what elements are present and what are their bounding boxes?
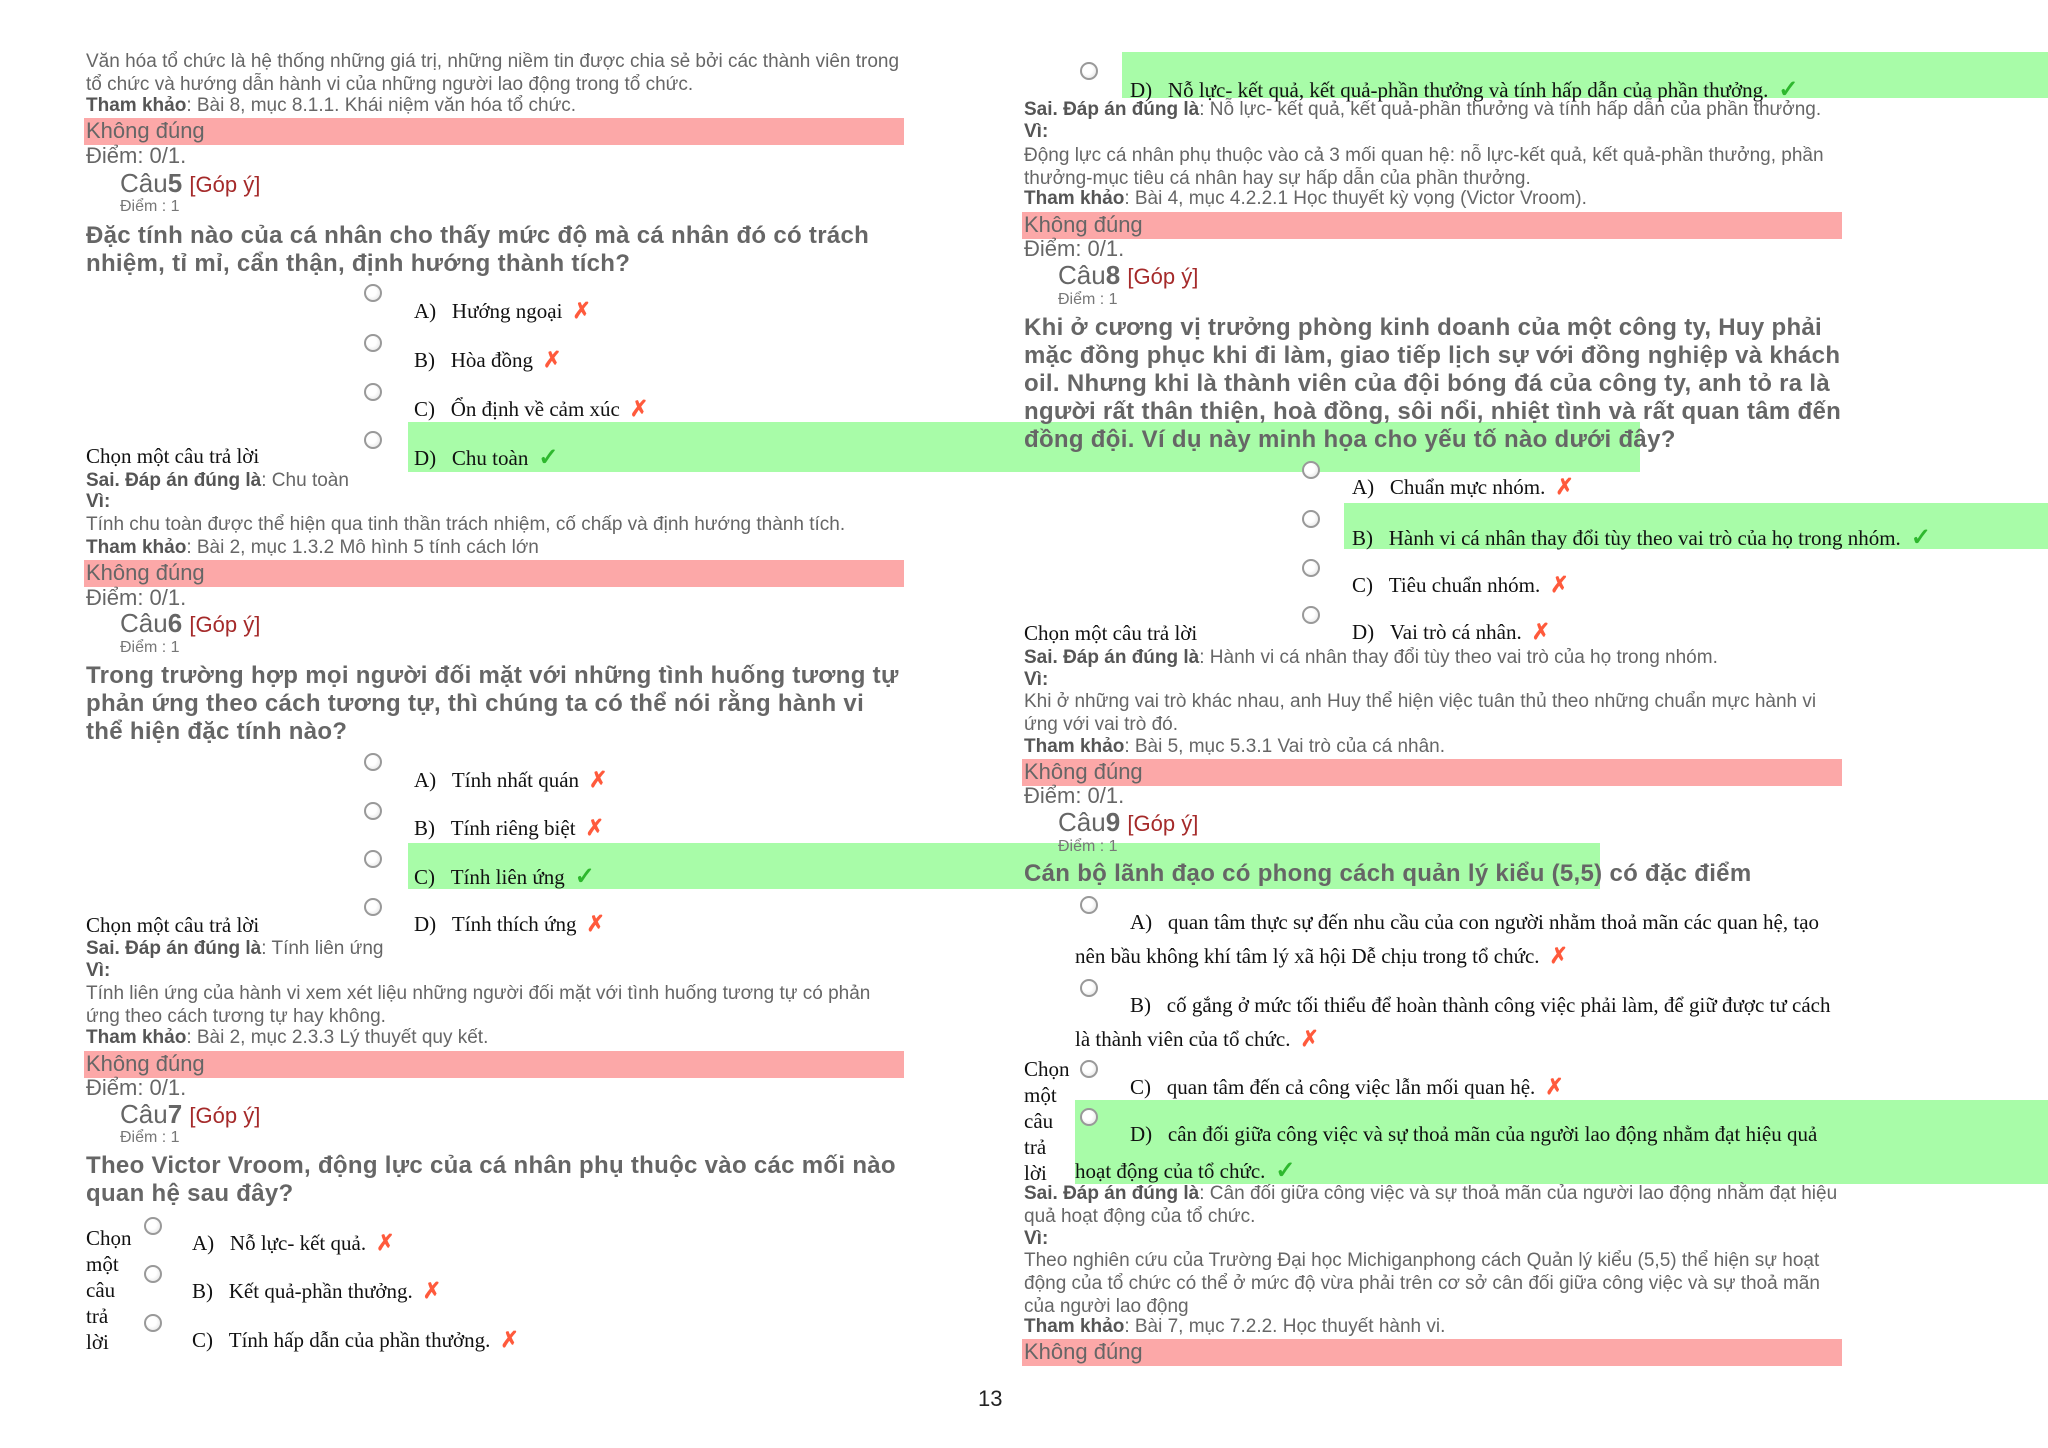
choose-one-answer: [1024, 1056, 1070, 1186]
q8-reference: [1024, 736, 1445, 758]
q9-reference: [1024, 1316, 1445, 1338]
choose-word: trả: [86, 1304, 109, 1328]
question-number: 8: [1105, 260, 1121, 290]
option-label: A) Chuẩn mực nhóm.: [1352, 475, 1546, 499]
radio-q8-a[interactable]: [1302, 461, 1320, 479]
score: Điểm: 0/1.: [1024, 783, 1125, 808]
option-q6-a[interactable]: [414, 767, 607, 793]
correct-mark-icon: ✓: [1275, 1158, 1296, 1184]
question-label: Câu: [1058, 260, 1106, 290]
radio-q7-b[interactable]: [144, 1265, 162, 1283]
question-number: 7: [167, 1099, 183, 1129]
option-label: B) Hòa đồng: [414, 348, 533, 372]
question-8-points: Điểm : 1: [1058, 291, 1118, 308]
page-number: 13: [978, 1386, 1003, 1411]
option-q5-d[interactable]: [414, 443, 558, 472]
radio-q5-d[interactable]: [364, 431, 382, 449]
question-number: 6: [167, 608, 183, 638]
reference-label: Tham khảo: [1024, 1316, 1125, 1337]
incorrect-label: Không đúng: [86, 118, 205, 143]
radio-q8-c[interactable]: [1302, 559, 1320, 577]
answer-text: : Tính liên ứng: [261, 938, 384, 959]
score: Điểm: 0/1.: [86, 585, 187, 610]
option-label: B) cố gắng ở mức tối thiểu để hoàn thành công việc phải làm, để giữ được tư cách: [1130, 993, 1831, 1017]
incorrect-label: Không đúng: [86, 560, 205, 585]
option-q8-d[interactable]: [1352, 619, 1550, 645]
radio-q5-c[interactable]: [364, 383, 382, 401]
option-label: nên bầu không khí tâm lý xã hội Dễ chịu trong tổ chức.: [1075, 944, 1540, 968]
reference-label: Tham khảo: [86, 537, 187, 558]
q5-correct-answer: [86, 470, 349, 492]
wrong-mark-icon: ✗: [589, 767, 608, 792]
q5-reference: [86, 537, 539, 559]
option-q6-c[interactable]: [414, 862, 595, 891]
q6-reference: [86, 1027, 488, 1049]
answer-text: : Nỗ lực- kết quả, kết quả-phần thưởng và tính hấp dẫn của phần thưởng.: [1199, 99, 1822, 120]
option-label: A) Nỗ lực- kết quả.: [192, 1231, 367, 1255]
question-6-text: Trong trường hợp mọi người đối mặt với những tình huống tương tự phản ứng theo cách tương tự, thì chúng ta có thể nói rằng hành vi thể hiện đặc tính nào?: [86, 662, 899, 745]
option-q9-c[interactable]: [1130, 1074, 1564, 1100]
choose-word: một: [1024, 1083, 1057, 1107]
wrong-mark-icon: ✗: [572, 298, 591, 323]
radio-q5-a[interactable]: [364, 284, 382, 302]
incorrect-bar: [1022, 1339, 1842, 1366]
answer-text: : Cân đối giữa công việc và sự thoả mãn của người lao động nhằm đạt hiệu quả hoạt động của tổ chức.: [1024, 1183, 1838, 1227]
option-q5-a[interactable]: [414, 298, 591, 324]
q8-correct-answer: [1024, 647, 1718, 669]
radio-q9-a[interactable]: [1080, 896, 1098, 914]
option-q8-b[interactable]: [1352, 523, 1931, 552]
wrong-mark-icon: ✗: [543, 347, 562, 372]
incorrect-label: Không đúng: [1024, 1339, 1143, 1364]
incorrect-bar: [84, 118, 904, 145]
question-7-text: Theo Victor Vroom, động lực của cá nhân phụ thuộc vào các mối nào quan hệ sau đây?: [86, 1152, 896, 1207]
option-q9-d[interactable]: [1130, 1122, 1817, 1147]
reason-label: Vì: [1024, 121, 1042, 142]
option-label: D) Vai trò cá nhân.: [1352, 620, 1522, 644]
q5-reason-label: Vì:: [86, 491, 111, 512]
question-9-number: [1058, 807, 1198, 838]
choose-word: một: [86, 1252, 119, 1276]
choose-word: câu: [86, 1278, 116, 1302]
wrong-answer-label: Sai. Đáp án đúng là: [1024, 1183, 1200, 1204]
wrong-mark-icon: ✗: [422, 1278, 442, 1303]
question-9-points: Điểm : 1: [1058, 838, 1118, 855]
question-5-points: Điểm : 1: [120, 198, 180, 215]
wrong-mark-icon: ✗: [1545, 1074, 1564, 1099]
reference-label: Tham khảo: [1024, 736, 1125, 757]
wrong-mark-icon: ✗: [1531, 619, 1551, 644]
radio-q6-b[interactable]: [364, 802, 382, 820]
option-label: C) Tiêu chuẩn nhóm.: [1352, 573, 1541, 597]
option-q5-c[interactable]: [414, 396, 648, 422]
question-5-text: Đặc tính nào của cá nhân cho thấy mức độ mà cá nhân đó có trách nhiệm, tỉ mỉ, cẩn thận, định hướng thành tích?: [86, 222, 870, 277]
answer-text: : Hành vi cá nhân thay đổi tùy theo vai trò của họ trong nhóm.: [1199, 647, 1718, 668]
option-label: là thành viên của tổ chức.: [1075, 1027, 1291, 1051]
reason-label: Vì: [86, 491, 104, 512]
question-number: 5: [167, 168, 183, 198]
radio-q8-b[interactable]: [1302, 510, 1320, 528]
option-q7-c[interactable]: [192, 1327, 519, 1353]
reference-text: : Bài 7, mục 7.2.2. Học thuyết hành vi.: [1124, 1316, 1446, 1337]
score: Điểm: 0/1.: [1024, 236, 1125, 261]
answer-text: : Chu toàn: [261, 470, 349, 491]
wrong-mark-icon: ✗: [1550, 572, 1569, 597]
q7-reason-label: Vì:: [1024, 121, 1049, 142]
score: Điểm: 0/1.: [86, 143, 187, 168]
option-label: A) quan tâm thực sự đến nhu cầu của con người nhằm thoả mãn các quan hệ, tạo: [1130, 910, 1820, 934]
reason-label: Vì: [1024, 1228, 1042, 1249]
option-label: B) Tính riêng biệt: [414, 816, 576, 840]
option-label: A) Hướng ngoại: [414, 299, 563, 323]
question-label: Câu: [1058, 807, 1106, 837]
choose-one-answer: Chọn một câu trả lời: [1024, 621, 1198, 645]
q7-correct-answer: [1024, 99, 1821, 121]
wrong-mark-icon: ✗: [1555, 474, 1574, 499]
feedback-link[interactable]: [Góp ý]: [189, 1103, 261, 1128]
correct-mark-icon: ✓: [1778, 77, 1799, 103]
incorrect-bar: [1022, 212, 1842, 239]
feedback-link[interactable]: [Góp ý]: [1127, 811, 1199, 836]
choose-word: lời: [1024, 1161, 1047, 1185]
choose-word: Chọn: [1024, 1057, 1070, 1081]
wrong-answer-label: Sai. Đáp án đúng là: [86, 470, 262, 491]
option-label: hoạt động của tổ chức.: [1075, 1159, 1266, 1183]
question-label: Câu: [120, 608, 168, 638]
q6-correct-answer: [86, 938, 383, 960]
option-label: A) Tính nhất quán: [414, 768, 580, 792]
wrong-mark-icon: ✗: [1300, 1026, 1319, 1051]
radio-q6-a[interactable]: [364, 753, 382, 771]
option-label: D) Tính thích ứng: [414, 912, 577, 936]
question-label: Câu: [120, 168, 168, 198]
reference-text: : Bài 5, mục 5.3.1 Vai trò của cá nhân.: [1124, 736, 1446, 757]
radio-q7-a[interactable]: [144, 1217, 162, 1235]
reference-label: Tham khảo: [86, 1027, 187, 1048]
question-7-number: [120, 1099, 260, 1130]
reason-label: Vì: [1024, 669, 1042, 690]
question-8-text: Khi ở cương vị trưởng phòng kinh doanh của một công ty, Huy phải mặc đồng phục khi đi làm, giao tiếp lịch sự với đồng nghiệp và khách oil. Nhưng khi là thành viên của đội bóng đá của công ty, anh tỏ ra là người rất thân thiện, hoà đồng, sôi nổi, nhiệt tình và rất quan tâm đến đồng đội. Ví dụ này minh họa cho yếu tố nào dưới đây?: [1024, 314, 1842, 453]
question-6-number: [120, 608, 260, 639]
question-8-number: [1058, 260, 1198, 291]
option-label: B) Hành vi cá nhân thay đổi tùy theo vai trò của họ trong nhóm.: [1352, 526, 1901, 550]
wrong-answer-label: Sai. Đáp án đúng là: [1024, 647, 1200, 668]
reference-text: : Bài 8, mục 8.1.1. Khái niệm văn hóa tổ chức.: [186, 95, 577, 116]
radio-q6-d[interactable]: [364, 898, 382, 916]
choose-one-answer: Chọn một câu trả lời: [86, 913, 260, 937]
q8-reason-label: Vì:: [1024, 669, 1049, 690]
feedback-link[interactable]: [Góp ý]: [189, 172, 261, 197]
option-q5-b[interactable]: [414, 347, 561, 373]
choose-one-answer: Chọn một câu trả lời: [86, 444, 260, 468]
option-q9-a-cont[interactable]: [1075, 943, 1568, 969]
choose-word: câu: [1024, 1109, 1054, 1133]
option-label: D) Chu toàn: [414, 446, 529, 470]
question-7-points: Điểm : 1: [120, 1129, 180, 1146]
option-label: C) Tính hấp dẫn của phần thưởng.: [192, 1328, 491, 1352]
question-number: 9: [1105, 807, 1121, 837]
wrong-mark-icon: ✗: [1549, 943, 1568, 968]
incorrect-label: Không đúng: [86, 1051, 205, 1076]
option-label: B) Kết quả-phần thưởng.: [192, 1279, 413, 1303]
incorrect-label: Không đúng: [1024, 212, 1143, 237]
question-9-text: Cán bộ lãnh đạo có phong cách quản lý kiểu (5,5) có đặc điểm: [1024, 860, 1752, 887]
option-label: D) cân đối giữa công việc và sự thoả mãn của người lao động nhằm đạt hiệu quả: [1130, 1122, 1818, 1146]
wrong-mark-icon: ✗: [629, 396, 649, 421]
option-q9-b[interactable]: [1130, 993, 1830, 1018]
q6-reason-text: Tính liên ứng của hành vi xem xét liệu những người đối mặt với tình huống tương tự có phản ứng theo cách tương tự hay không.: [86, 983, 871, 1027]
option-q9-b-cont[interactable]: [1075, 1026, 1319, 1052]
radio-q7-c[interactable]: [144, 1314, 162, 1332]
incorrect-bar: [84, 560, 904, 587]
q9-correct-answer: [1024, 1182, 1844, 1228]
option-q9-a[interactable]: [1130, 910, 1819, 935]
option-label: D) Nỗ lực- kết quả, kết quả-phần thưởng và tính hấp dẫn của phần thưởng.: [1130, 78, 1769, 102]
option-q7-a[interactable]: [192, 1230, 395, 1256]
option-q6-b[interactable]: [414, 815, 604, 841]
wrong-mark-icon: ✗: [586, 911, 605, 936]
q9-reason-text: Theo nghiên cứu của Trường Đại học Michiganphong cách Quản lý kiểu (5,5) thể hiện sự hoạt động của tổ chức có thể ở mức độ vừa phải trên cơ sở cân đối giữa công việc và sự thoả mãn của người lao động: [1024, 1250, 1820, 1317]
feedback-link[interactable]: [Góp ý]: [189, 612, 261, 637]
q4-explanation-text: Văn hóa tổ chức là hệ thống những giá trị, những niềm tin được chia sẻ bởi các thành viên trong tổ chức và hướng dẫn hành vi của những người lao động trong tổ chức.: [86, 51, 900, 95]
correct-mark-icon: ✓: [1910, 525, 1931, 551]
choose-word: lời: [86, 1330, 109, 1354]
option-q6-d[interactable]: [414, 911, 605, 937]
reference-text: : Bài 2, mục 1.3.2 Mô hình 5 tính cách lớn: [186, 537, 539, 558]
reference-text: : Bài 4, mục 4.2.2.1 Học thuyết kỳ vọng (Victor Vroom).: [1124, 188, 1587, 209]
question-5-number: [120, 168, 260, 199]
incorrect-bar: [1022, 759, 1842, 786]
reference-text: : Bài 2, mục 2.3.3 Lý thuyết quy kết.: [186, 1027, 489, 1048]
choose-one-answer: [86, 1225, 132, 1355]
incorrect-label: Không đúng: [1024, 759, 1143, 784]
option-label: C) quan tâm đến cả công việc lẫn mối quan hệ.: [1130, 1075, 1536, 1099]
choose-word: Chọn: [86, 1226, 132, 1250]
q6-reason-label: Vì:: [86, 960, 111, 981]
q9-reason-label: Vì:: [1024, 1228, 1049, 1249]
radio-q5-b[interactable]: [364, 334, 382, 352]
question-label: Câu: [120, 1099, 168, 1129]
radio-q6-c[interactable]: [364, 850, 382, 868]
q4-reference: [86, 95, 576, 117]
option-label: C) Ổn định về cảm xúc: [414, 397, 620, 421]
reason-label: Vì: [86, 960, 104, 981]
wrong-mark-icon: ✗: [500, 1327, 519, 1352]
radio-q9-d[interactable]: [1080, 1108, 1098, 1126]
wrong-answer-label: Sai. Đáp án đúng là: [86, 938, 262, 959]
option-q8-c[interactable]: [1352, 572, 1569, 598]
question-6-points: Điểm : 1: [120, 639, 180, 656]
option-q8-a[interactable]: [1352, 474, 1574, 500]
wrong-mark-icon: ✗: [585, 815, 604, 840]
feedback-link[interactable]: [Góp ý]: [1127, 264, 1199, 289]
radio-q9-c[interactable]: [1080, 1060, 1098, 1078]
option-q9-d-cont[interactable]: [1075, 1156, 1296, 1185]
score: Điểm: 0/1.: [86, 1075, 187, 1100]
option-label: C) Tính liên ứng: [414, 865, 565, 889]
choose-word: trả: [1024, 1135, 1047, 1159]
q5-reason-text: Tính chu toàn được thể hiện qua tinh thần trách nhiệm, cố chấp và định hướng thành tích.: [86, 514, 846, 535]
q7-reason-text: Động lực cá nhân phụ thuộc vào cả 3 mối quan hệ: nỗ lực-kết quả, kết quả-phần thưởng, phần thưởng-mục tiêu cá nhân hay sự hấp dẫn của phần thưởng.: [1024, 145, 1824, 189]
q7-reference: [1024, 188, 1587, 210]
correct-mark-icon: ✓: [574, 864, 595, 890]
radio-q8-d[interactable]: [1302, 606, 1320, 624]
reference-label: Tham khảo: [86, 95, 187, 116]
radio-q9-b[interactable]: [1080, 979, 1098, 997]
wrong-mark-icon: ✗: [376, 1230, 395, 1255]
incorrect-bar: [84, 1051, 904, 1078]
q8-reason-text: Khi ở những vai trò khác nhau, anh Huy thể hiện việc tuân thủ theo những chuẩn mực hành vi ứng với vai trò đó.: [1024, 691, 1817, 735]
correct-mark-icon: ✓: [538, 445, 559, 471]
wrong-answer-label: Sai. Đáp án đúng là: [1024, 99, 1200, 120]
radio-q7-d[interactable]: [1080, 62, 1098, 80]
reference-label: Tham khảo: [1024, 188, 1125, 209]
option-q7-b[interactable]: [192, 1278, 441, 1304]
